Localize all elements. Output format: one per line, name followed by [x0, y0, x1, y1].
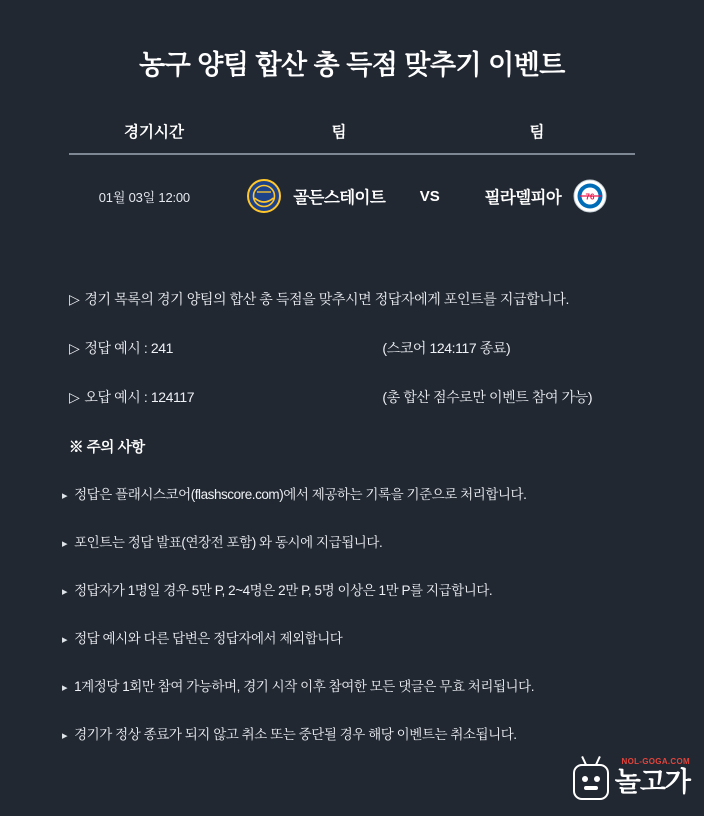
list-item: [62, 579, 650, 599]
golden-state-warriors-logo-icon: [247, 179, 281, 213]
column-header-team-home: 팀: [331, 124, 347, 141]
bullet-icon: ▸: [62, 730, 68, 742]
away-team-name: 필라델피아: [484, 189, 562, 207]
column-header-team-away: 팀: [529, 124, 545, 141]
vs-label: VS: [419, 187, 440, 205]
list-item: [62, 723, 650, 743]
bullet-icon: ▸: [62, 538, 68, 550]
philadelphia-76ers-logo-icon: [573, 179, 607, 213]
column-header-time: 경기시간: [124, 124, 184, 141]
notice-text: 정답 예시와 다른 답변은 정답자에서 제외합니다: [74, 631, 343, 646]
away-team-cell: [461, 179, 635, 213]
rule-text: 정답 예시 : 241: [84, 340, 173, 356]
rule-note: (스코어 124:117 종료): [382, 340, 511, 356]
watermark-text: [614, 756, 690, 797]
list-item: [62, 675, 650, 695]
rule-line: [69, 289, 635, 309]
notice-text: 정답은 플래시스코어(flashscore.com)에서 제공하는 기록을 기준으로 처리합니다.: [74, 487, 527, 502]
list-item: [62, 627, 650, 647]
rule-text: 경기 목록의 경기 양팀의 합산 총 득점을 맞추시면 정답자에게 포인트를 지급합니다.: [84, 291, 569, 307]
match-table-header: [69, 120, 635, 155]
rule-marker: ▷: [69, 291, 80, 307]
bullet-icon: ▸: [62, 634, 68, 646]
list-item: [62, 483, 650, 503]
svg-text:76: 76: [585, 192, 595, 202]
rule-marker: ▷: [69, 340, 80, 356]
list-item: [62, 531, 650, 551]
tv-mascot-icon: [573, 764, 609, 800]
watermark-url: NOL-GOGA.COM: [621, 756, 690, 766]
watermark-brand: 놀고가: [614, 766, 690, 797]
notice-text: 1계정당 1회만 참여 가능하며, 경기 시작 이후 참여한 모든 댓글은 무효 처리됩니다.: [74, 679, 535, 694]
rule-note: (총 합산 점수로만 이벤트 참여 가능): [382, 389, 593, 405]
page-title: 농구 양팀 합산 총 득점 맞추기 이벤트: [139, 50, 565, 80]
match-time: 01월 03일 12:00: [98, 189, 190, 205]
bullet-icon: ▸: [62, 586, 68, 598]
notice-text: 포인트는 정답 발표(연장전 포함) 와 동시에 지급됩니다.: [74, 535, 383, 550]
rule-line: [69, 338, 635, 358]
bullet-icon: ▸: [62, 682, 68, 694]
watermark: [573, 756, 690, 800]
notice-title: ※ 주의 사항: [69, 440, 145, 456]
rule-line: [69, 387, 635, 407]
table-row[interactable]: [69, 155, 635, 237]
bullet-icon: ▸: [62, 490, 68, 502]
rule-text: 오답 예시 : 124117: [84, 389, 195, 405]
notice-list: [54, 483, 650, 743]
rules-section: [69, 289, 635, 407]
notice-text: 경기가 정상 종료가 되지 않고 취소 또는 중단될 경우 해당 이벤트는 취소됩니다.: [74, 727, 517, 742]
home-team-name: 골든스테이트: [293, 189, 386, 207]
home-team-cell: [220, 179, 399, 213]
match-table: [69, 120, 635, 237]
notice-text: 정답자가 1명일 경우 5만 P, 2~4명은 2만 P, 5명 이상은 1만 P를 지급합니다.: [74, 583, 493, 598]
rule-marker: ▷: [69, 389, 80, 405]
